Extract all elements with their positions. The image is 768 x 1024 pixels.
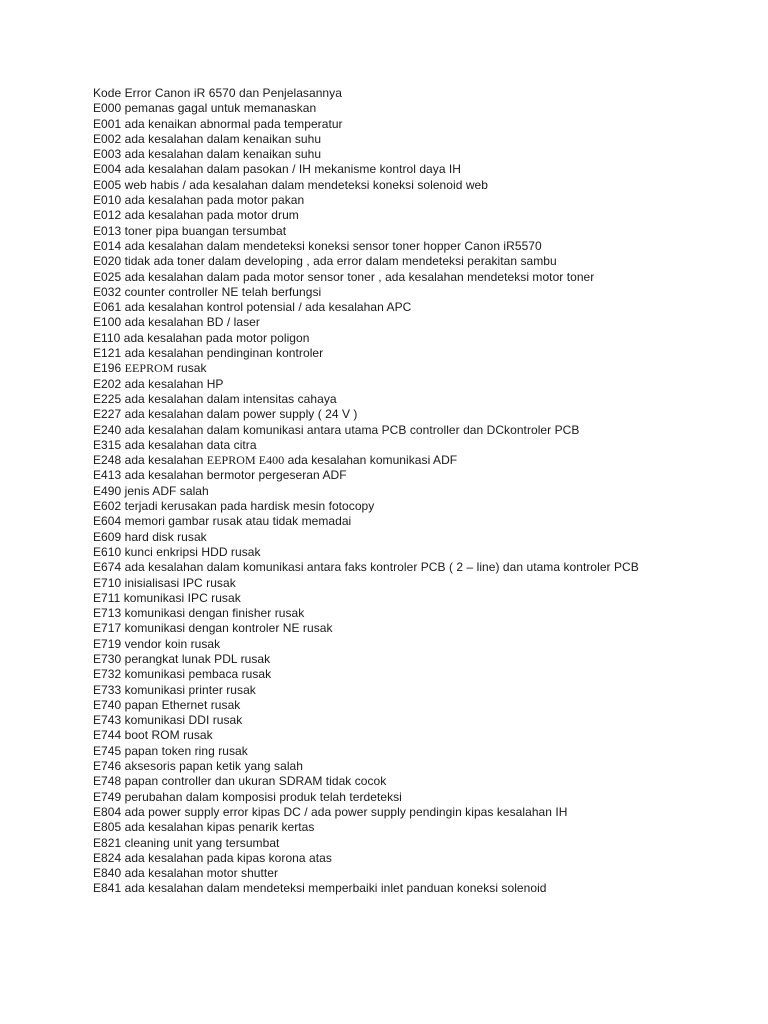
error-code-item: E003 ada kesalahan dalam kenaikan suhu	[93, 147, 322, 162]
error-code-item: E730 perangkat lunak PDL rusak	[93, 651, 271, 666]
error-code-item: E005 web habis / ada kesalahan dalam mendeteksi koneksi solenoid web	[93, 177, 488, 192]
error-code-item: E315 ada kesalahan data citra	[93, 437, 257, 452]
error-text-part: E196	[93, 361, 125, 376]
error-code-item: E748 papan controller dan ukuran SDRAM tidak cocok	[93, 774, 387, 789]
error-code-item: E711 komunikasi IPC rusak	[93, 590, 241, 605]
error-code-item: E610 kunci enkripsi HDD rusak	[93, 544, 261, 559]
error-code-item: E020 tidak ada toner dalam developing , ada error dalam mendeteksi perakitan sambu	[93, 254, 557, 269]
error-code-item: E225 ada kesalahan dalam intensitas cahaya	[93, 391, 337, 406]
error-code-item: E841 ada kesalahan dalam mendeteksi memperbaiki inlet panduan koneksi solenoid	[93, 881, 547, 896]
error-code-item: E014 ada kesalahan dalam mendeteksi koneksi sensor toner hopper Canon iR5570	[93, 238, 542, 253]
error-code-item: E604 memori gambar rusak atau tidak memadai	[93, 514, 352, 529]
error-code-item: E743 komunikasi DDI rusak	[93, 713, 243, 728]
error-code-item: E004 ada kesalahan dalam pasokan / IH mekanisme kontrol daya IH	[93, 162, 462, 177]
error-code-item	[93, 361, 733, 376]
error-code-item: E713 komunikasi dengan finisher rusak	[93, 606, 305, 621]
error-code-item: E717 komunikasi dengan kontroler NE rusak	[93, 621, 333, 636]
error-code-item: E824 ada kesalahan pada kipas korona atas	[93, 850, 332, 865]
error-code-item: E602 terjadi kerusakan pada hardisk mesin fotocopy	[93, 499, 375, 514]
error-code-item: E840 ada kesalahan motor shutter	[93, 866, 279, 881]
error-code-item: E061 ada kesalahan kontrol potensial / ada kesalahan APC	[93, 300, 412, 315]
error-code-item: E032 counter controller NE telah berfungsi	[93, 284, 322, 299]
error-code-item: E732 komunikasi pembaca rusak	[93, 667, 272, 682]
error-code-item: E025 ada kesalahan dalam pada motor sensor toner , ada kesalahan mendeteksi motor toner	[93, 269, 595, 284]
error-text-part: E248 ada kesalahan	[93, 453, 207, 468]
error-code-item: E010 ada kesalahan pada motor pakan	[93, 193, 305, 208]
error-code-item: E609 hard disk rusak	[93, 529, 207, 544]
error-code-item: E000 pemanas gagal untuk memanaskan	[93, 101, 317, 116]
error-code-item: E227 ada kesalahan dalam power supply ( 24 V )	[93, 407, 358, 422]
error-code-item	[93, 453, 733, 468]
error-code-item: E804 ada power supply error kipas DC / ada power supply pendingin kipas kesalahan IH	[93, 804, 568, 819]
error-code-item: E100 ada kesalahan BD / laser	[93, 315, 260, 330]
error-code-item: E719 vendor koin rusak	[93, 636, 221, 651]
error-code-item: E240 ada kesalahan dalam komunikasi antara utama PCB controller dan DCkontroler PCB	[93, 422, 580, 437]
error-code-item: E202 ada kesalahan HP	[93, 376, 224, 391]
error-code-item: E674 ada kesalahan dalam komunikasi antara faks kontroler PCB ( 2 – line) dan utama kontroler PCB	[93, 560, 639, 575]
error-code-item: E710 inisialisasi IPC rusak	[93, 575, 236, 590]
error-code-item: E805 ada kesalahan kipas penarik kertas	[93, 820, 315, 835]
error-code-item: E012 ada kesalahan pada motor drum	[93, 208, 299, 223]
error-code-list	[93, 101, 733, 896]
error-code-item: E745 papan token ring rusak	[93, 743, 248, 758]
error-code-item: E744 boot ROM rusak	[93, 728, 213, 743]
error-code-item: E002 ada kesalahan dalam kenaikan suhu	[93, 131, 322, 146]
error-code-item: E013 toner pipa buangan tersumbat	[93, 223, 287, 238]
error-text-part: rusak	[173, 361, 207, 376]
error-code-item: E733 komunikasi printer rusak	[93, 682, 256, 697]
error-code-item: E001 ada kenaikan abnormal pada temperatur	[93, 116, 343, 131]
error-code-item: E749 perubahan dalam komposisi produk telah terdeteksi	[93, 789, 402, 804]
error-code-item: E746 aksesoris papan ketik yang salah	[93, 759, 303, 774]
error-code-item: E821 cleaning unit yang tersumbat	[93, 835, 280, 850]
error-text-serif-part: EEPROM E400	[206, 453, 285, 468]
document-page	[93, 86, 733, 897]
error-code-item: E121 ada kesalahan pendinginan kontroler	[93, 346, 324, 361]
error-text-serif-part: EEPROM	[124, 361, 174, 376]
error-code-item: E413 ada kesalahan bermotor pergeseran ADF	[93, 468, 347, 483]
error-code-item: E490 jenis ADF salah	[93, 483, 209, 498]
error-text-part: ada kesalahan komunikasi ADF	[284, 453, 458, 468]
error-code-item: E740 papan Ethernet rusak	[93, 697, 241, 712]
error-code-item: E110 ada kesalahan pada motor poligon	[93, 330, 310, 345]
document-title: Kode Error Canon iR 6570 dan Penjelasannya	[93, 86, 342, 100]
